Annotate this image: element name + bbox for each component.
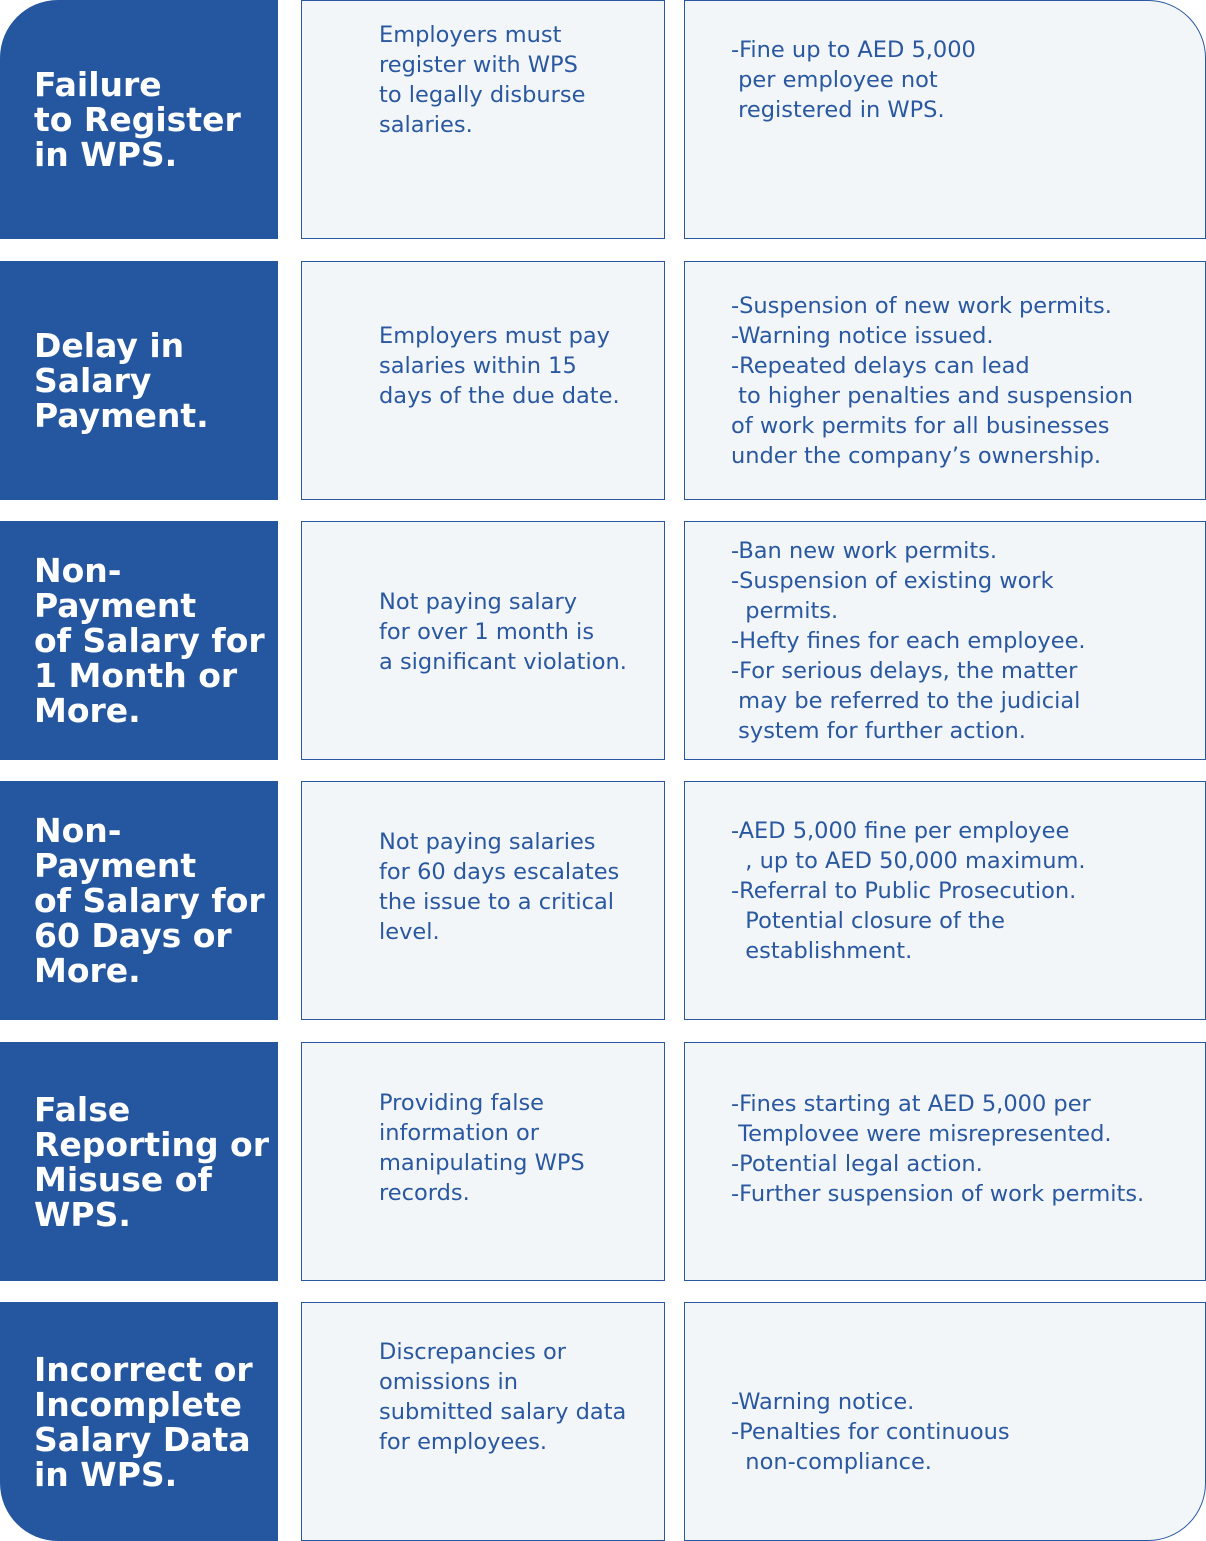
penalty-text: -Warning notice. -Penalties for continuous non-compliance.: [731, 1388, 1010, 1475]
violation-title: Incorrect or Incomplete Salary Data in WPS.: [34, 1349, 253, 1494]
violation-cell: [0, 521, 278, 760]
penalty-text: -Suspension of new work permits. -Warning notice issued. -Repeated delays can lead to higher penalties and suspension of work permits for all businesses under the company’s ownership.: [731, 292, 1133, 469]
requirement-cell: [301, 261, 665, 500]
requirement-text: Providing false information or manipulating WPS records.: [379, 1089, 585, 1206]
requirement-cell: [301, 1302, 665, 1541]
requirement-text: Employers must pay salaries within 15 days of the due date.: [379, 322, 620, 409]
penalty-text: -Fines starting at AED 5,000 per Templovee were misrepresented. -Potential legal action. -Further suspension of work permits.: [731, 1090, 1145, 1207]
violation-title: Delay in Salary Payment.: [34, 326, 209, 435]
violation-title: Failure to Register in WPS.: [34, 65, 241, 174]
requirement-text: Discrepancies or omissions in submitted salary data for employees.: [379, 1338, 627, 1455]
penalty-cell: [684, 261, 1206, 500]
requirement-text: Employers must register with WPS to legally disburse salaries.: [379, 21, 586, 138]
penalty-text: -Ban new work permits. -Suspension of existing work permits. -Hefty fines for each employee. -For serious delays, the matter may be referred to the judicial system for further action.: [731, 537, 1086, 744]
requirement-text: Not paying salaries for 60 days escalates the issue to a critical level.: [379, 828, 620, 945]
requirement-cell: [301, 1042, 665, 1281]
requirement-cell: [301, 521, 665, 760]
requirement-cell: [301, 781, 665, 1020]
penalty-text: -AED 5,000 fine per employee , up to AED 50,000 maximum. -Referral to Public Prosecution. Potential closure of the establishment.: [731, 817, 1086, 964]
violation-title: Non- Payment of Salary for 60 Days or More.: [34, 811, 265, 990]
requirement-text: Not paying salary for over 1 month is a significant violation.: [379, 588, 627, 675]
violation-cell: [0, 261, 278, 500]
violation-cell: [0, 781, 278, 1020]
violation-cell: [0, 1302, 278, 1541]
penalty-cell: [684, 1302, 1206, 1541]
requirement-cell: [301, 0, 665, 239]
penalty-cell: [684, 521, 1206, 760]
violation-cell: [0, 1042, 278, 1281]
penalty-cell: [684, 781, 1206, 1020]
penalty-cell: [684, 1042, 1206, 1281]
violation-title: False Reporting or Misuse of WPS.: [34, 1089, 269, 1234]
violation-title: Non- Payment of Salary for 1 Month or More.: [34, 551, 265, 730]
penalty-text: -Fine up to AED 5,000 per employee not registered in WPS.: [731, 36, 976, 123]
violation-cell: [0, 0, 278, 239]
penalty-cell: [684, 0, 1206, 239]
